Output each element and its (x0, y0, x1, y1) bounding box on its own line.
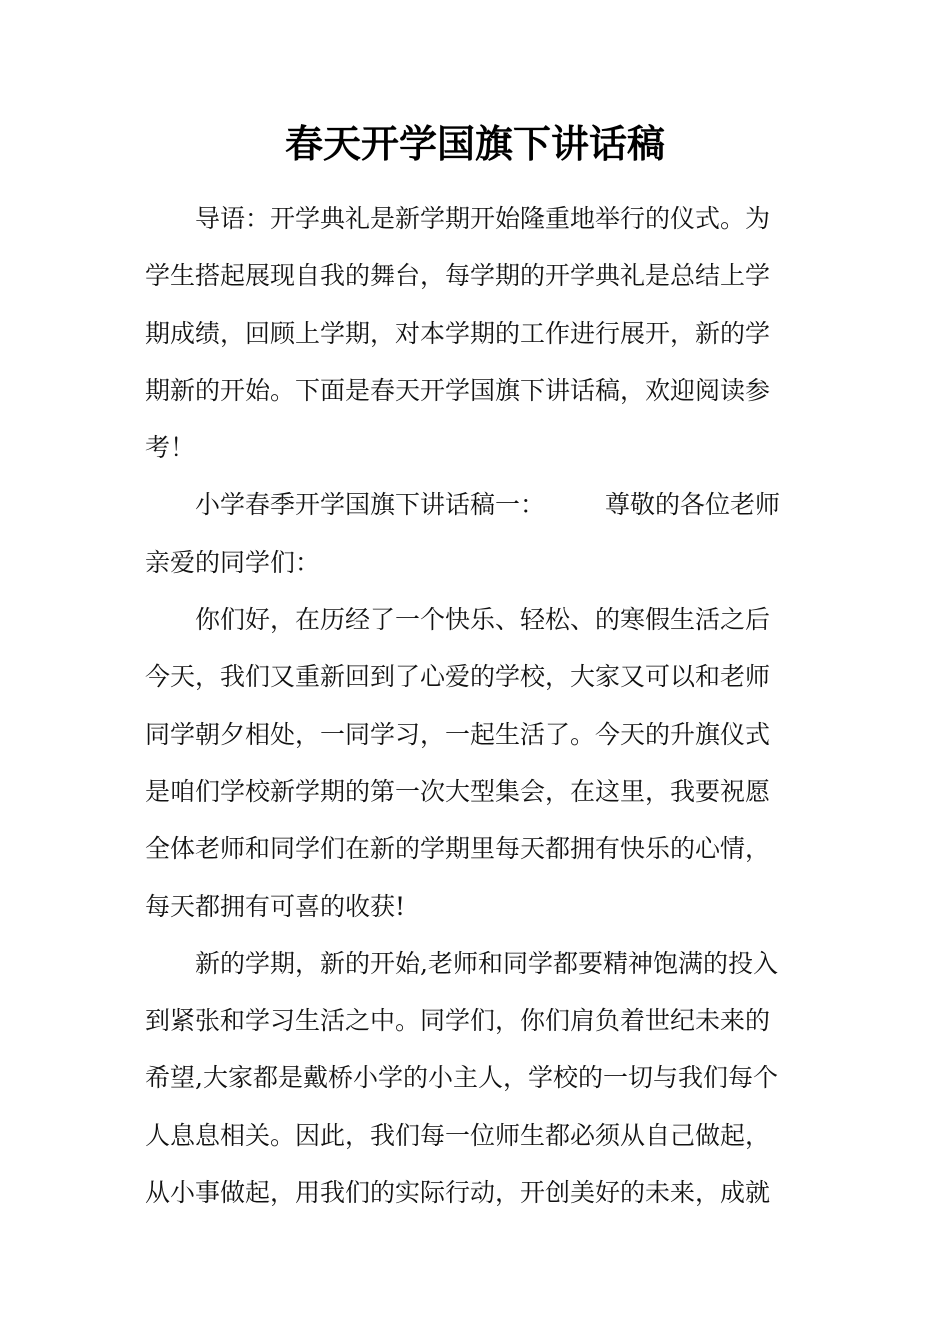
text-line: 期新的开始。下面是春天开学国旗下讲话稿，欢迎阅读参 (145, 375, 771, 405)
text-line: 新的学期，新的开始,老师和同学都要精神饱满的投入 (145, 948, 778, 978)
text-line: 今天，我们又重新回到了心爱的学校，大家又可以和老师 (145, 662, 771, 692)
intro-paragraph (145, 190, 805, 476)
body-paragraph (145, 591, 805, 935)
salutation: 尊敬的各位老师 (605, 490, 781, 520)
speech-heading-paragraph (145, 476, 805, 591)
text-line: 全体老师和同学们在新的学期里每天都拥有快乐的心情， (145, 834, 771, 864)
body-paragraph (145, 935, 805, 1221)
text-line: 亲爱的同学们： (145, 547, 321, 577)
text-line: 学生搭起展现自我的舞台，每学期的开学典礼是总结上学 (145, 261, 771, 291)
text-line: 到紧张和学习生活之中。同学们，你们肩负着世纪未来的 (145, 1006, 771, 1036)
section-heading: 小学春季开学国旗下讲话稿一： (145, 490, 546, 520)
text-line: 希望,大家都是戴桥小学的小主人，学校的一切与我们每个 (145, 1063, 778, 1093)
text-line: 同学朝夕相处，一同学习，一起生活了。今天的升旗仪式 (145, 719, 771, 749)
text-line: 从小事做起，用我们的实际行动，开创美好的未来，成就 (145, 1178, 771, 1208)
text-line: 人息息相关。因此，我们每一位师生都必须从自己做起， (145, 1120, 771, 1150)
document-body (145, 190, 805, 1221)
text-line: 是咱们学校新学期的第一次大型集会，在这里，我要祝愿 (145, 776, 771, 806)
document-title: 春天开学国旗下讲话稿 (284, 121, 665, 166)
text-line: 期成绩，回顾上学期，对本学期的工作进行展开，新的学 (145, 318, 771, 348)
text-line: 导语：开学典礼是新学期开始隆重地举行的仪式。为 (145, 204, 771, 233)
text-line: 每天都拥有可喜的收获! (145, 891, 406, 921)
text-line: 考！ (145, 433, 196, 463)
text-line: 你们好，在历经了一个快乐、轻松、的寒假生活之后 (145, 605, 771, 635)
